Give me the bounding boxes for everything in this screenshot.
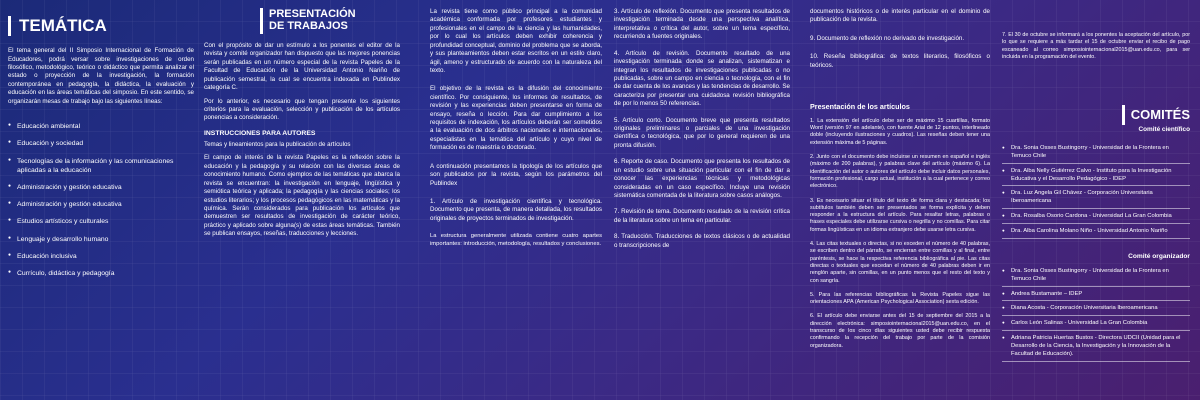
list-item: ● Dra. Rosalba Osorio Cardona - Universidad La Gran Colombia	[1002, 213, 1190, 224]
list-item: ● Administración y gestión educativa	[8, 200, 194, 209]
list-item: 7. Revisión de tema. Documento resultado de la revisión crítica de la literatura sobre un tema en particular.	[614, 208, 790, 224]
presentacion-articulos-column	[810, 8, 990, 357]
list-item: 5. Para las referencias bibliográficas la Revista Papeles sigue las orientaciones APA (American Psychological Association) sexta edición.	[810, 291, 990, 306]
comites-column	[1002, 8, 1190, 366]
list-item: ● Tecnologías de la información y las comunicaciones aplicadas a la educación	[8, 157, 194, 175]
presentacion-title-line2: DE TRABAJOS	[269, 20, 348, 33]
list-item: 3. Artículo de reflexión. Documento que presenta resultados de investigación terminada desde una perspectiva analítica, interpretativa o crítica del autor, sobre un tema específico, recurriendo a fuentes originales.	[614, 8, 790, 41]
list-item: ● Educación inclusiva	[8, 252, 194, 261]
col3-paragraph: La revista tiene como público principal a la comunidad académica conformada por profesores estudiantes y profesionales en el campo de la ciencia y las humanidades, por lo cual los artículos deben exhibir coherencia y profundidad conceptual, dominio del problema que se aborda, y sus planteamientos deben estar escritos en un estilo claro, ágil, ameno y estructurado de acuerdo con la naturaleza del texto.	[430, 8, 602, 74]
presentacion-paragraph: El campo de interés de la revista Papeles es la reflexión sobre la educación y la pedagogía y su relación con las diversas áreas de conocimiento humano. Como ejemplos de las temáticas que abarca la revista se encuentran: la investigación en lenguaje, lingüística y semiótica teórica y aplicada; la pedagogía y las ciencias sociales; los estudios literarios; y los procesos pedagógicos en las matemáticas y la química. Serán considerados para publicación los artículos que demuestren ser resultados de investigación de carácter teórico, práctico y aplicado sobre alguna(s) de estas áreas temáticas. También se publican ensayos, reseñas, traducciones y lecciones.	[204, 154, 400, 238]
list-item: ● Lenguaje y desarrollo humano	[8, 235, 194, 244]
tematica-column	[8, 8, 194, 286]
instrucciones-subheading: Temas y lineamientos para la publicación de artículos	[204, 141, 351, 149]
presentacion-column	[204, 8, 400, 244]
presentacion-paragraph: Por lo anterior, es necesario que tengan presente los siguientes criterios para la evaluación, selección y publicación de los artículos ponencias a consideración.	[204, 97, 400, 122]
list-item: 6. Reporte de caso. Documento que presenta los resultados de un estudio sobre una situación particular con el fin de dar a conocer las experiencias técnicas y metodológicas consideradas en un caso específico. Incluye una revisión sistemática comentada de la literatura sobre casos análogos.	[614, 158, 790, 200]
heading-bar	[260, 8, 263, 34]
tipologia-column	[430, 8, 602, 254]
list-item: ● Estudios artísticos y culturales	[8, 217, 194, 226]
col3-paragraph: A continuación presentamos la tipología de los artículos que son publicados por la revista, según los parámetros del Publindex	[430, 162, 602, 187]
list-item: 8. Traducción. Traducciones de textos clásicos o de actualidad o transcripciones de	[614, 233, 790, 249]
instrucciones-heading: INSTRUCCIONES PARA AUTORES	[204, 129, 316, 137]
presentacion-heading	[260, 8, 400, 34]
list-item: ● Currículo, didáctica y pedagogía	[8, 269, 194, 278]
list-item: 6. El artículo debe enviarse antes del 15 de septiembre del 2015 a la dirección electrónica: simposiointernacional2015@uan.edu.co, en el transcurso de los cinco días siguientes usted debe recibir respuesta confirmando la recepción del trabajo por parte de la comisión organizadora.	[810, 313, 990, 349]
list-item: ● Carlos León Salinas - Universidad La Gran Colombia	[1002, 320, 1190, 331]
tematica-heading	[8, 14, 194, 37]
articulos-rules	[810, 118, 990, 350]
list-item: 1. La extensión del artículo debe ser de máximo 15 cuartillas, formato Word (versión 97 en adelante), con fuente Arial de 12 puntos, interlineado doble (incluyendo ilustraciones y cuadros). Las reseñas deben tener una extensión máxima de 5 páginas.	[810, 117, 990, 146]
col3-paragraph: La estructura generalmente utilizada contiene cuatro apartes importantes: introducción, metodología, resultados y conclusiones.	[430, 233, 602, 248]
presentacion-paragraph: Con el propósito de dar un estímulo a los ponentes el editor de la revista y comité organizador han dispuesto que las mejores ponencias serán publicadas en un número especial de la revista Papeles de la Facultad de Educación de la Universidad Antonio Nariño de publicación semestral, la cual se encuentra indexada en Publindex categoría C.	[204, 42, 400, 92]
comite-organizador-list	[1002, 268, 1190, 362]
presentacion-title-line1: PRESENTACIÓN	[269, 8, 356, 20]
list-item: ● Educación ambiental	[8, 122, 194, 131]
tematica-lines-list	[8, 122, 194, 278]
col5-paragraph: 9. Documento de reflexión no derivado de investigación.	[810, 34, 965, 42]
comite-organizador-heading: Comité organizador	[1128, 252, 1190, 260]
comite-cientifico-list	[1002, 145, 1190, 239]
list-item: 5. Artículo corto. Documento breve que presenta resultados originales preliminares o parciales de una investigación científica o tecnológica, que por lo general requieren de una pronta difusión.	[614, 116, 790, 149]
list-item: ● Adriana Patricia Huertas Bustos - Directora UDCII (Unidad para el Desarrollo de la Ciencia, la Investigación y la Innovación de la Facultad de Educación).	[1002, 335, 1190, 362]
heading-bar	[8, 16, 11, 36]
list-item: ● Educación y sociedad	[8, 139, 194, 148]
list-item: 3. Es necesario situar el título del texto de forma clara y destacada; los subtítulos también deben ser presentados se forma explícita y deben responder a la estructura del artículo. Para resaltar letras, palabras o frases especiales debe utilizarse cursiva o negrilla y no comillas. Para citar formas lingüísticas en un idioma extranjero debe usarse letra cursiva.	[810, 197, 990, 233]
list-item: ● Dra. Sonia Osses Bustingorry - Universidad de la Frontera en Temuco Chile	[1002, 268, 1190, 287]
col5-paragraph: 10. Reseña bibliográfica: de textos literarios, filosóficos o teóricos.	[810, 53, 990, 69]
comite-cientifico-heading: Comité científico	[1138, 126, 1190, 134]
heading-bar	[1122, 105, 1125, 125]
list-item: ● Diana Acosta - Corporación Universitaria Iberoamericana	[1002, 305, 1190, 316]
list-item: ● Dra. Luz Angela Gil Chávez - Corporación Universitaria Iberoamericana	[1002, 190, 1190, 209]
col5-paragraph: documentos históricos o de interés particular en el dominio de publicación de la revista.	[810, 8, 990, 24]
col3-paragraph: 1. Artículo de investigación científica y tecnológica. Documento que presenta, de manera detallada, los resultados originales de proyectos terminados de investigación.	[430, 198, 602, 222]
comites-title: COMITÉS	[1130, 107, 1190, 123]
list-item: 4. Artículo de revisión. Documento resultado de una investigación terminada donde se analizan, sistematizan e integran los resultados de investigaciones publicadas o no publicadas, sobre un campo en ciencia o tecnología, con el fin de dar cuenta de los avances y las tendencias de desarrollo. Se caracteriza por presentar una cuidadosa revisión bibliográfica de por lo menos 50 referencias.	[614, 49, 790, 108]
list-item: 4. Las citas textuales o directas, si no exceden el número de 40 palabras, se escriben dentro del párrafo, se encierran entre comillas y al final, entre paréntesis, se hace la respectiva referencia bibliográfica al pie. Las citas directas o textuales que excedan el número de 40 palabras deben ir en renglón aparte, sin comillas, en un punto menos que el resto del texto y con sangría.	[810, 241, 990, 284]
list-item: 2. Junto con el documento debe incluirse un resumen en español e inglés (máximo de 200 palabras), y palabras clave del artículo (máximo 6). La identificación del autor o autores del artículo debe incluir datos personales, formación profesional, cargo actual, institución a la cual pertenece y correo electrónico.	[810, 154, 990, 190]
list-item: ● Administración y gestión educativa	[8, 183, 194, 192]
list-item: ● Dra. Alba Carolina Molano Niño - Universidad Antonio Nariño	[1002, 228, 1190, 239]
comites-heading	[1002, 105, 1190, 125]
list-item: ● Andrea Bustamante – IDEP	[1002, 291, 1190, 302]
articulos-heading: Presentación de los artículos	[810, 102, 910, 112]
tematica-title: TEMÁTICA	[19, 16, 107, 35]
articulos-tipos-column	[614, 8, 790, 255]
list-item: ● Dra. Sonia Osses Bustingorry - Universidad de la Frontera en Temuco Chile	[1002, 145, 1190, 164]
tematica-intro: El tema general del II Simposio Internacional de Formación de Educadores, podrá versar sobre investigaciones de orden filosófico, metodológico, teórico o didáctico que permita analizar el estado o proyección de la investigación, la formación contemporánea en pedagogía, la didáctica, la evaluación y educación en las áreas temáticas del simposio. En este sentido, se organizarán mesas de trabajo bajo las siguientes líneas:	[8, 47, 194, 105]
col3-paragraph: El objetivo de la revista es la difusión del conocimiento científico. Por consiguiente, los informes de resultados, de revisión y las experiencias deben presentarse en forma de ensayo, reseña o lección. Para dar cumplimiento a los requisitos de indexación, los artículos deberán ser sometidos a la evaluación de dos árbitros nacionales e internacionales, especialistas en la temática del artículo y cuyo nivel de formación es de maestría o doctorado.	[430, 85, 602, 152]
rule-7: 7. El 30 de octubre se informará a los ponentes la aceptación del artículo, por lo que se requiere a más tardar el 15 de octubre enviar el recibo de pago escaneado al correo simposiointernacional2015@uan.edu.co, para ser incluida en la programación del evento.	[1002, 32, 1190, 60]
list-item: ● Dra. Alba Nelly Gutiérrez Calvo - Instituto para la Investigación Educativa y el Desarrollo Pedagógico - IDEP	[1002, 168, 1190, 187]
